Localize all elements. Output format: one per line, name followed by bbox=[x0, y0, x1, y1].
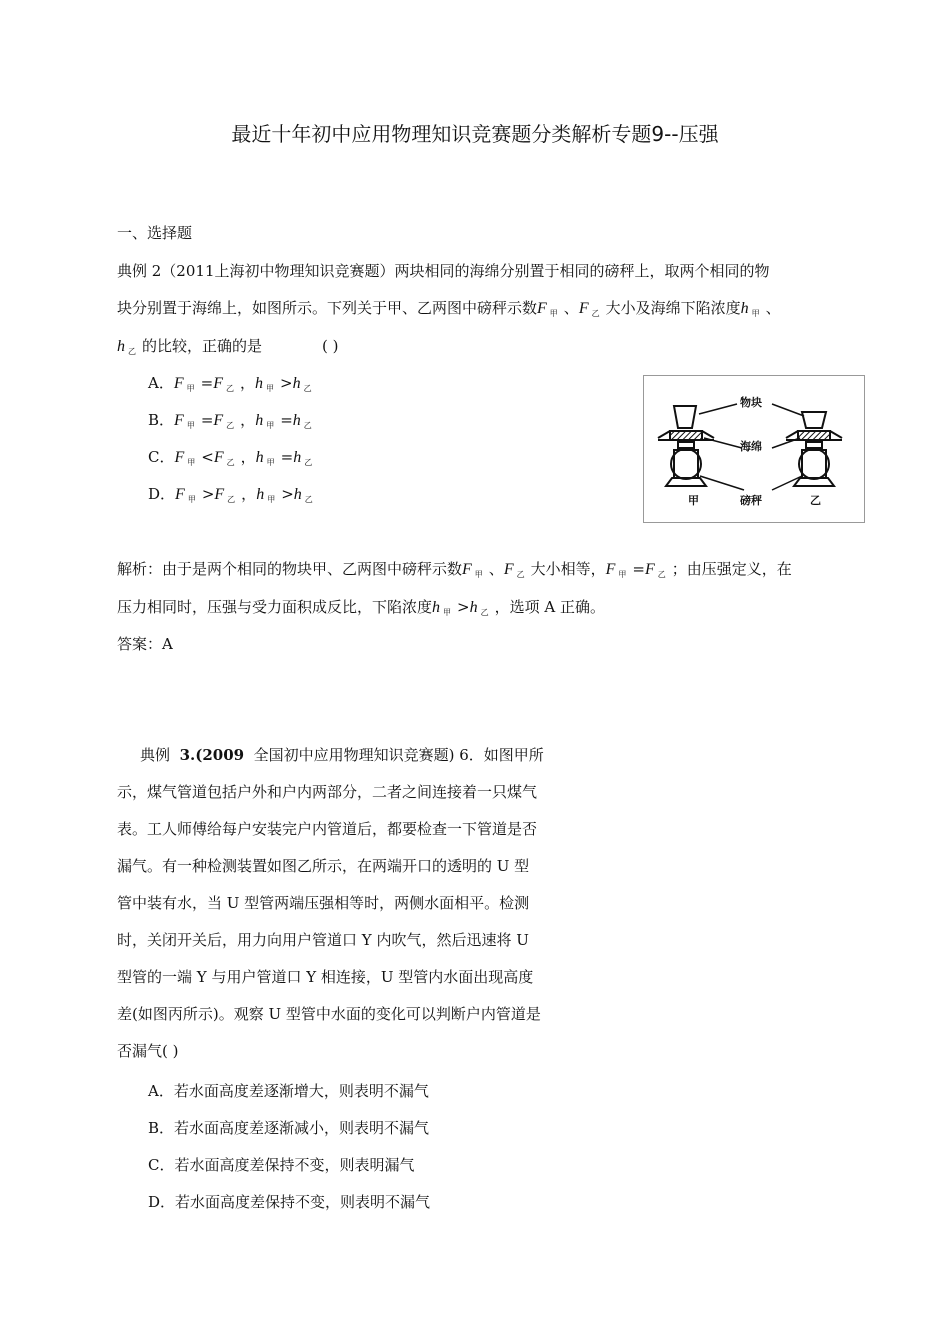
q1-option-b[interactable]: B．F $_甲$ =F $_乙$ ，h $_甲$ =h $_乙$ bbox=[148, 411, 312, 430]
q2-option-b[interactable]: B．若水面高度差逐渐减小，则表明不漏气 bbox=[148, 1119, 430, 1137]
q2-option-d[interactable]: D．若水面高度差保持不变，则表明不漏气 bbox=[148, 1193, 431, 1211]
q1-stem-line1: 典例 2（2011上海初中物理知识竞赛题）两块相同的海绵分别置于相同的磅秤上，取两个相同的物 bbox=[117, 262, 770, 280]
q2-stem-line1: 典例 3.(2009 全国初中应用物理知识竞赛题) 6．如图甲所 bbox=[140, 746, 544, 764]
q1-option-c[interactable]: C．F $_甲$ <F $_乙$ ，h $_甲$ =h $_乙$ bbox=[148, 448, 313, 467]
q1-analysis-line1: 解析：由于是两个相同的物块甲、乙两图中磅秤示数F $_甲$ 、F $_乙$ 大小相等，F $_甲$ =F $_乙$ ；由压强定义，在 bbox=[117, 560, 792, 579]
label-yi: 乙 bbox=[810, 494, 821, 507]
section-heading: 一、选择题 bbox=[117, 224, 193, 242]
label-sponge: 海绵 bbox=[740, 440, 762, 453]
q2-stem-line7: 型管的一端 Y 与用户管道口 Y 相连接，U 型管内水面出现高度 bbox=[117, 968, 534, 986]
label-jia: 甲 bbox=[688, 494, 699, 507]
page-title: 最近十年初中应用物理知识竞赛题分类解析专题9--压强 bbox=[231, 122, 719, 146]
q2-stem-line6: 时，关闭开关后，用力向用户管道口 Y 内吹气，然后迅速将 U bbox=[117, 931, 529, 949]
q2-option-a[interactable]: A．若水面高度差逐渐增大，则表明不漏气 bbox=[148, 1082, 429, 1100]
q1-answer: 答案：A bbox=[117, 635, 173, 653]
q1-option-d[interactable]: D．F $_甲$ >F $_乙$ ，h $_甲$ >h $_乙$ bbox=[148, 485, 313, 504]
apparatus-yi bbox=[786, 412, 842, 486]
q2-stem-line5: 管中装有水，当 U 型管两端压强相等时，两侧水面相平。检测 bbox=[117, 894, 530, 912]
q1-stem-line2: 块分别置于海绵上，如图所示。下列关于甲、乙两图中磅秤示数F $_甲$ 、F $_乙$ 大小及海绵下陷浓度h $_甲$ 、 bbox=[117, 299, 781, 318]
q2-stem-line3: 表。工人师傅给每户安装完户内管道后，都要检查一下管道是否 bbox=[117, 820, 538, 838]
q2-stem-line8: 差(如图丙所示)。观察 U 型管中水面的变化可以判断户内管道是 bbox=[117, 1005, 541, 1023]
q1-stem-line3: h $_乙$ 的比较，正确的是 ( ) bbox=[117, 337, 339, 356]
q2-stem-line9: 否漏气( ) bbox=[117, 1042, 179, 1060]
q2-stem-line2: 示，煤气管道包括户外和户内两部分，二者之间连接着一只煤气 bbox=[117, 783, 538, 801]
apparatus-jia bbox=[658, 406, 714, 486]
q1-option-a[interactable]: A．F $_甲$ =F $_乙$ ，h $_甲$ >h $_乙$ bbox=[148, 374, 312, 393]
q2-stem-line4: 漏气。有一种检测装置如图乙所示，在两端开口的透明的 U 型 bbox=[117, 857, 530, 875]
q1-analysis-line2: 压力相同时，压强与受力面积成反比，下陷浓度h $_甲$ >h $_乙$ ，选项 A 正确。 bbox=[117, 598, 605, 617]
q2-option-c[interactable]: C．若水面高度差保持不变，则表明漏气 bbox=[148, 1156, 415, 1174]
scale-sponge-figure bbox=[643, 375, 865, 523]
label-scale: 磅秤 bbox=[740, 494, 762, 507]
label-block: 物块 bbox=[740, 396, 762, 409]
